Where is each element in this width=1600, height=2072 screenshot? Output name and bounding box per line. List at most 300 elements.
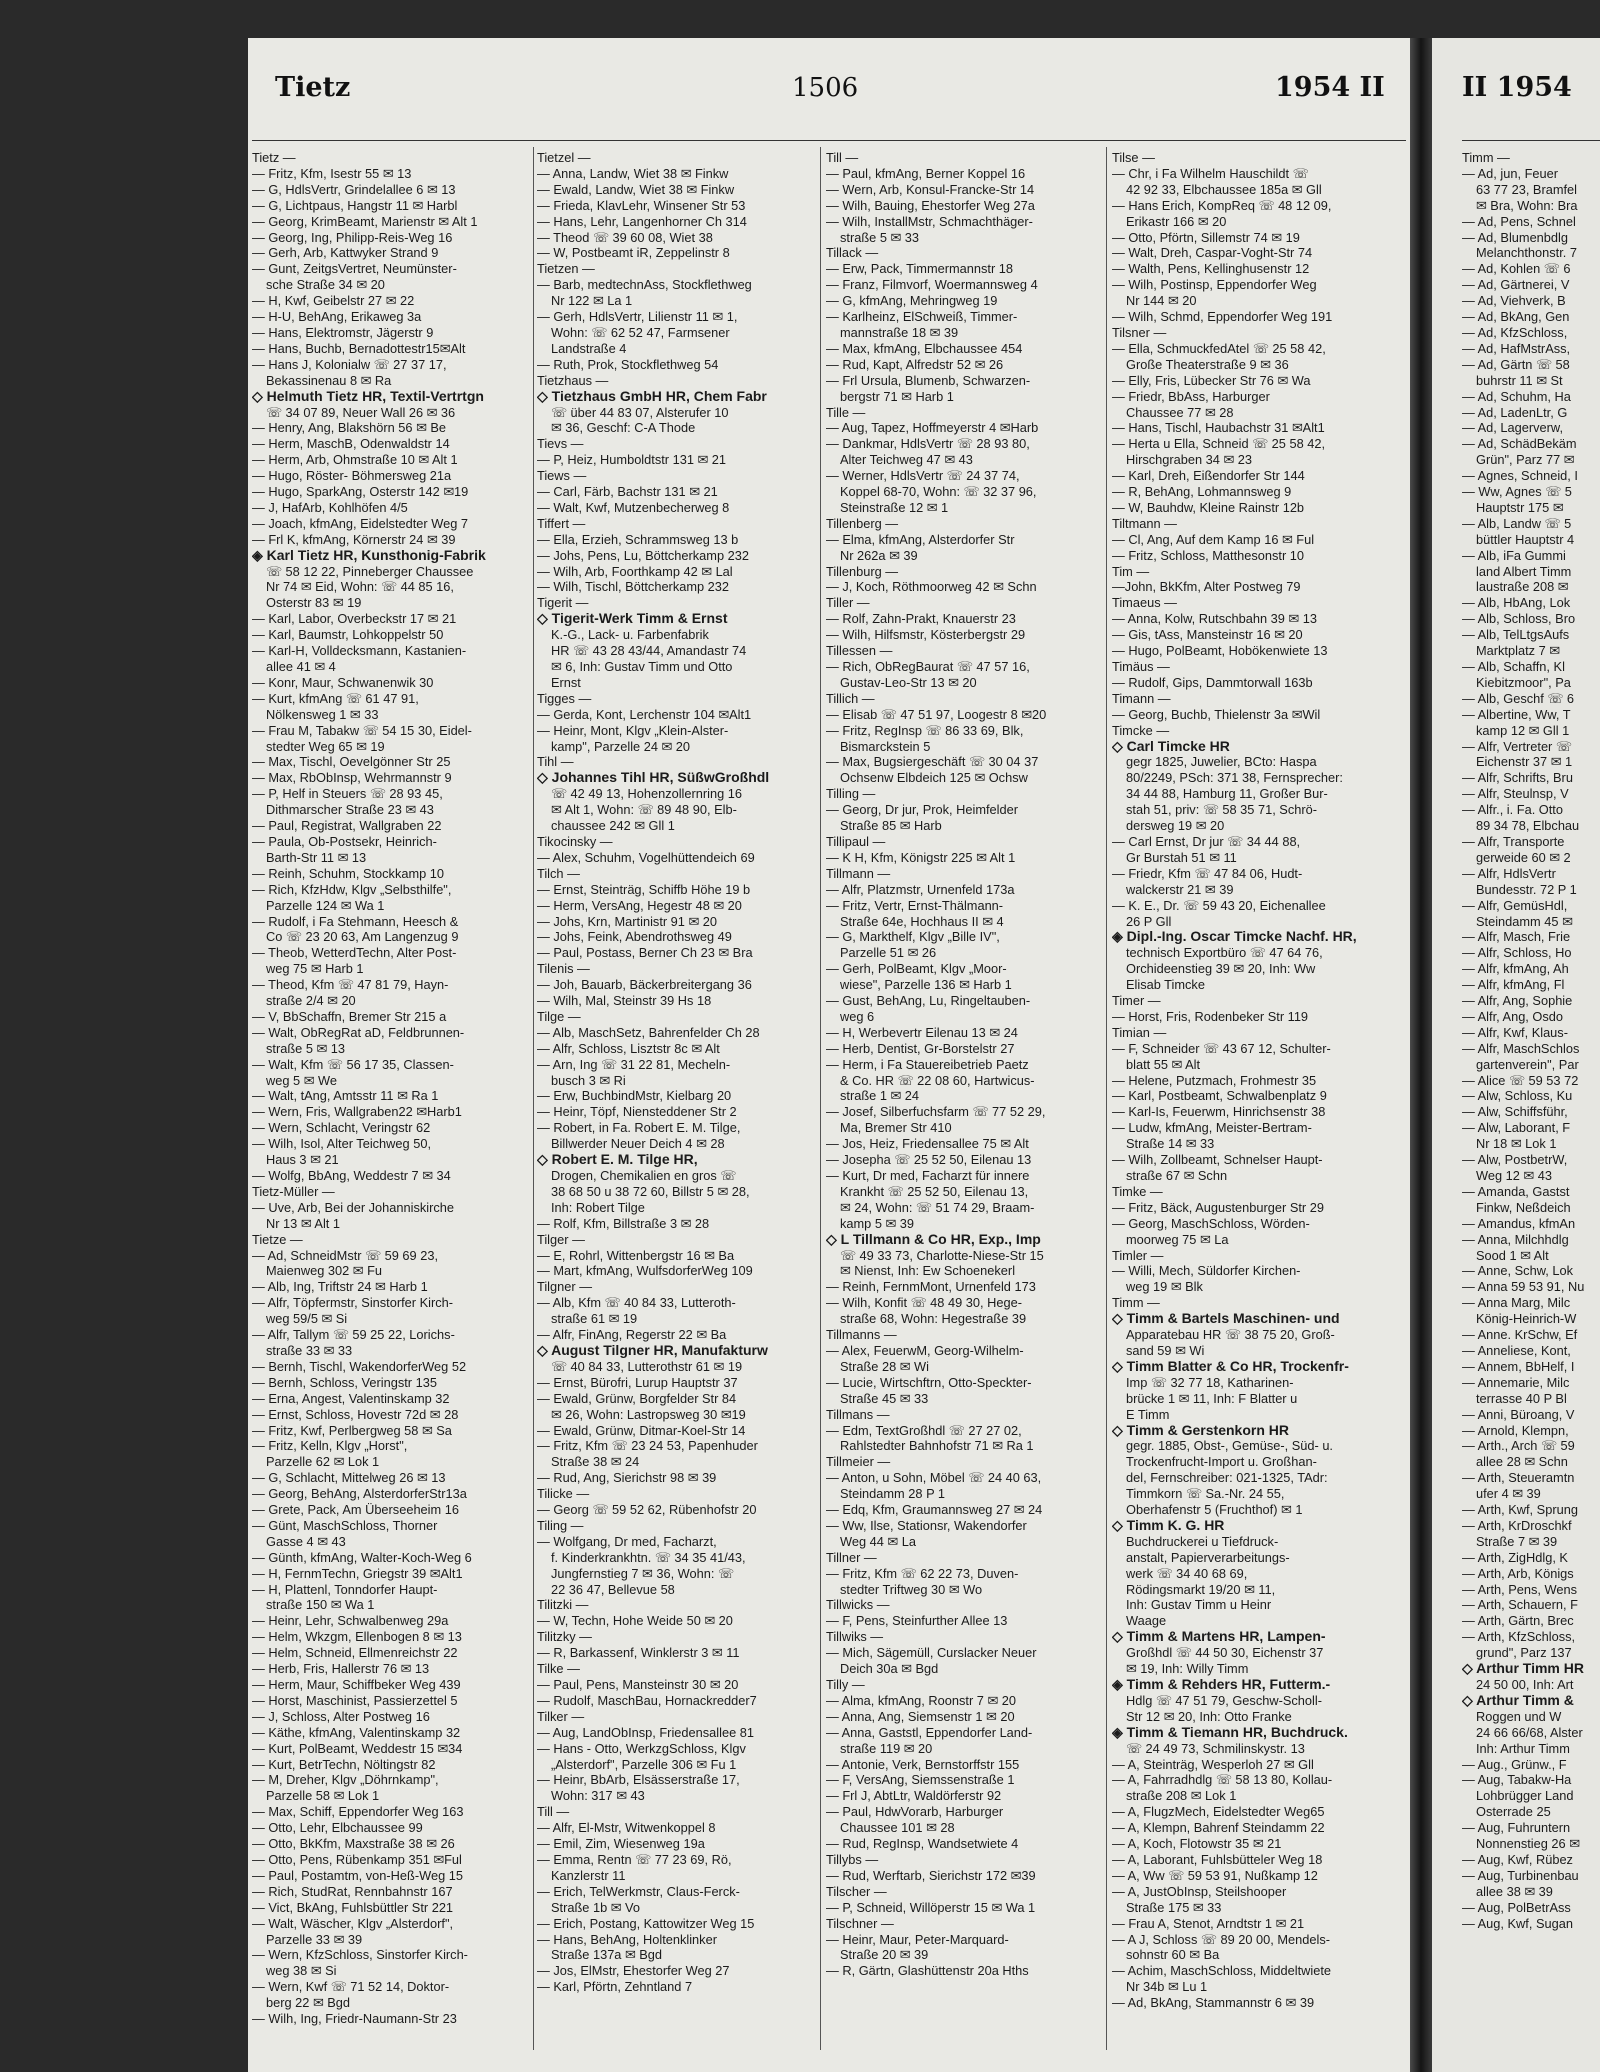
directory-entry-line: — W, Bauhdw, Kleine Rainstr 12b [1112,499,1305,515]
directory-entry-line: — A, Fahrradhdlg ☏ 58 13 80, Kollau- [1112,1772,1333,1788]
directory-entry-line: Kanzlerstr 11 [551,1867,626,1883]
directory-entry-line: ◇ Arthur Timm & [1462,1692,1574,1708]
directory-entry-line: — Wilh, Hilfsmstr, Kösterbergstr 29 [826,627,1026,643]
directory-entry-line: „Alsterdorf", Parzelle 306 ✉ Fu 1 [551,1756,737,1772]
directory-entry-line: Tiller — [826,595,870,611]
directory-entry-line: — Erich, Postang, Kattowitzer Weg 15 [537,1915,755,1931]
directory-entry-line: Tillybs — [826,1851,879,1867]
directory-entry-line: weg 5 ✉ We [266,1072,337,1088]
directory-entry-line: Tillessen — [826,643,893,659]
directory-entry-line: — P, Heiz, Humboldtstr 131 ✉ 21 [537,452,727,468]
directory-entry-line: — Werner, HdlsVertr ☏ 24 37 74, [826,468,1020,484]
directory-entry-line: — Antonie, Verk, Bernstorffstr 155 [826,1756,1020,1772]
directory-entry-line: Barth-Str 11 ✉ 13 [266,849,367,865]
directory-entry-line: — Wilh, Konfit ☏ 48 49 30, Hege- [826,1295,1022,1311]
directory-entry-line: — Fritz, Kfm ☏ 23 24 53, Papenhuder [537,1438,758,1454]
directory-entry-line: — Herb, Fris, Hallerstr 76 ✉ 13 [252,1661,430,1677]
directory-entry-line: Tietze — [252,1231,303,1247]
directory-entry-line: — Walt, Dreh, Caspar-Voght-Str 74 [1112,245,1313,261]
directory-entry-line: Straße 14 ✉ 33 [1126,1136,1215,1152]
directory-entry-line: Steinstraße 12 ✉ 1 [840,499,949,515]
directory-entry-line: — Agnes, Schneid, I [1462,468,1578,484]
column-divider [820,147,821,2050]
directory-entry-line: Billwerder Neuer Deich 4 ✉ 28 [551,1136,725,1152]
directory-entry-line: — Herb, Dentist, Gr-Borstelstr 27 [826,1040,1015,1056]
directory-entry-line: straße 67 ✉ Schn [1126,1168,1228,1183]
directory-entry-line: weg 75 ✉ Harb 1 [266,961,364,977]
next-page-running-head: II 1954 [1462,72,1572,103]
directory-entry-line: Marktplatz 7 ✉ [1476,643,1560,659]
directory-entry-line: — Alfr, GemüsHdl, [1462,897,1568,913]
directory-entry-line: Nr 74 ✉ Eid, Wohn: ☏ 44 85 16, [266,579,454,595]
directory-entry-line: — Alfr, Ang, Sophie [1462,993,1573,1009]
directory-entry-line: — Georg, Ing, Philipp-Reis-Weg 16 [252,229,453,245]
directory-entry-line: ✉ 26, Wohn: Lastropsweg 30 ✉19 [551,1406,746,1422]
directory-entry-line: Tillipaul — [826,833,886,849]
directory-entry-line: — R, Barkassenf, Winklerstr 3 ✉ 11 [537,1645,740,1661]
directory-entry-line: — G, Markthelf, Klgv „Bille IV", [826,929,1000,945]
directory-entry-line: straße 5 ✉ 13 [266,1040,346,1056]
directory-entry-line: Tillack — [826,245,879,261]
directory-entry-line: — Hans, Buchb, Bernadottestr15✉Alt [252,340,466,356]
directory-entry-line: — G, Lichtpaus, Hangstr 11 ✉ Harbl [252,197,458,213]
directory-entry-line: — Arth, Pens, Wens [1462,1581,1577,1597]
directory-entry-line: & Co. HR ☏ 22 08 60, Hartwicus- [840,1072,1035,1088]
directory-entry-line: — Elisab ☏ 47 51 97, Loogestr 8 ✉20 [826,706,1047,722]
directory-entry-line: — Aug, PolBetrAss [1462,1899,1571,1915]
directory-entry-line: — Karl, Postbeamt, Schwalbenplatz 9 [1112,1088,1327,1104]
directory-entry-line: Tietzel — [537,150,591,165]
entries-column-2 [537,150,809,2050]
directory-entry-line: weg 19 ✉ Blk [1126,1279,1203,1295]
directory-entry-line: Timm — [1112,1295,1160,1311]
directory-entry-line: — Ad, BkAng, Stammannstr 6 ✉ 39 [1112,1995,1315,2011]
directory-entry-line: Inh: Arthur Timm [1476,1740,1570,1756]
directory-entry-line: — Anna, Kolw, Rutschbahn 39 ✉ 13 [1112,611,1317,627]
directory-entry-line: — Alfr., i. Fa. Otto [1462,802,1563,818]
directory-entry-line: — Aug., Grünw., F [1462,1756,1567,1772]
directory-entry-line: Timke — [1112,1183,1163,1199]
directory-entry-line: — H, Kwf, Geibelstr 27 ✉ 22 [252,293,415,309]
directory-entry-line: gegr 1825, Juwelier, BCto: Haspa [1126,754,1317,770]
directory-entry-line: Rödingsmarkt 19/20 ✉ 11, [1126,1581,1276,1597]
directory-entry-line: — Barb, medtechnAss, Stockflethweg [537,277,752,293]
directory-entry-line: ◇ Timm Blatter & Co HR, Trockenfr- [1112,1358,1349,1374]
directory-entry-line: — Aug, Fuhruntern [1462,1820,1571,1836]
directory-entry-line: Inh: Robert Tilge [551,1199,645,1215]
directory-entry-line: — Theob, WetterdTechn, Alter Post- [252,945,457,961]
directory-entry-line: — Alfr, MaschSchlos [1462,1040,1580,1056]
directory-entry-line: ◈ Dipl.-Ing. Oscar Timcke Nachf. HR, [1112,929,1357,945]
directory-entry-line: Nr 34b ✉ Lu 1 [1126,1979,1208,1995]
directory-entry-line: straße 2/4 ✉ 20 [266,993,356,1009]
directory-entry-line: — Friedr, BbAss, Harburger [1112,388,1270,404]
directory-entry-line: — Frau M, Tabakw ☏ 54 15 30, Eidel- [252,722,472,738]
directory-entry-line: — Arth, Schauern, F [1462,1597,1578,1613]
directory-entry-line: — Reinh, FernmMont, Urnenfeld 173 [826,1279,1036,1295]
entries-column-4 [1112,150,1408,2050]
directory-entry-line: — Alb, Ing, Triftstr 24 ✉ Harb 1 [252,1279,428,1295]
directory-entry-line: — Anton, u Sohn, Möbel ☏ 24 40 63, [826,1470,1042,1486]
directory-entry-line: ☏ 42 49 13, Hohenzollernring 16 [551,786,743,802]
directory-entry-line: Straße 175 ✉ 33 [1126,1899,1222,1915]
directory-entry-line: — Rolf, Kfm, Billstraße 3 ✉ 28 [537,1215,710,1231]
directory-entry-line: — J, HafArb, Kohlhöfen 4/5 [252,499,408,515]
directory-entry-line: Straße 20 ✉ 39 [840,1947,929,1963]
directory-entry-line: stah 51, priv: ☏ 58 35 71, Schrö- [1126,802,1317,818]
directory-entry-line: — Heinr, BbArb, Elsässerstraße 17, [537,1772,740,1788]
directory-entry-line: — Alw, PostbetrW, [1462,1152,1568,1168]
directory-entry-line: — Ad, SchädBekäm [1462,436,1577,452]
directory-entry-line: — Rich, ObRegBaurat ☏ 47 57 16, [826,659,1030,674]
directory-entry-line: Tilsner — [1112,324,1167,340]
directory-entry-line: sohnstr 60 ✉ Ba [1126,1947,1220,1963]
directory-entry-line: — Wilh, Postinsp, Eppendorfer Weg [1112,277,1317,293]
directory-entry-line: terrasse 40 P Bl [1476,1390,1567,1406]
directory-entry-line: büttler Hauptstr 4 [1476,531,1575,547]
directory-entry-line: 22 36 47, Bellevue 58 [551,1581,675,1597]
directory-entry-line: Imp ☏ 32 77 18, Katharinen- [1126,1374,1294,1390]
directory-entry-line: — Ad, LadenLtr, G [1462,404,1568,420]
directory-entry-line: — Amanda, Gastst [1462,1183,1570,1199]
directory-entry-line: — Arth, Arb, Königs [1462,1565,1574,1581]
directory-entry-line: — Karl-H, Volldecksmann, Kastanien- [252,643,467,659]
directory-entry-line: grund", Parz 137 [1476,1645,1572,1661]
directory-entry-line: Inh: Gustav Timm u Heinr [1126,1597,1272,1613]
directory-entry-line: ◈ Karl Tietz HR, Kunsthonig-Fabrik [252,547,486,563]
directory-entry-line: — Anni, Büroang, V [1462,1406,1575,1422]
directory-entry-line: Deich 30a ✉ Bgd [840,1661,939,1677]
directory-entry-line: — Alfr, Töpfermstr, Sinstorfer Kirch- [252,1295,454,1311]
directory-entry-line: — Rud, Ang, Sierichstr 98 ✉ 39 [537,1470,717,1486]
directory-entry-line: — H, Plattenl, Tonndorfer Haupt- [252,1581,438,1597]
directory-entry-line: — Gunt, ZeitgsVertret, Neumünster- [252,261,457,277]
directory-entry-line: — Ww, Ilse, Stationsr, Wakendorfer [826,1517,1027,1533]
directory-entry-line: — P, Helf in Steuers ☏ 28 93 45, [252,786,443,802]
directory-entry-line: — Walth, Pens, Kellinghusenstr 12 [1112,261,1310,277]
directory-entry-line: straße 33 ✉ 33 [266,1342,353,1358]
directory-entry-line: — Johs, Krn, Martinistr 91 ✉ 20 [537,913,717,929]
directory-entry-line: chaussee 242 ✉ Gll 1 [551,818,675,834]
directory-entry-line: — Alfr, Masch, Frie [1462,929,1571,945]
directory-entry-line: — Albertine, Ww, T [1462,706,1571,722]
directory-entry-line: — Gerh, PolBeamt, Klgv „Moor- [826,961,1007,977]
directory-entry-line: — Frl K, kfmAng, Körnerstr 24 ✉ 39 [252,531,456,547]
directory-entry-line: — R, BehAng, Lohmannsweg 9 [1112,484,1292,500]
directory-entry-line: — Wern, Arb, Konsul-Francke-Str 14 [826,181,1035,197]
directory-entry-line: — Georg, Buchb, Thielenstr 3a ✉Wil [1112,706,1321,722]
directory-entry-line: Parzelle 33 ✉ 39 [266,1931,363,1947]
directory-entry-line: — Wilh, Isol, Alter Teichweg 50, [252,1136,431,1152]
directory-entry-line: K.-G., Lack- u. Farbenfabrik [551,627,709,643]
directory-entry-line: — Alb, Schaffn, Kl [1462,659,1565,674]
directory-entry-line: — Hans J, Kolonialw ☏ 27 37 17, [252,356,447,372]
directory-entry-line: — Joach, kfmAng, Eidelstedter Weg 7 [252,515,468,531]
directory-entry-line: Bismarckstein 5 [840,738,931,754]
directory-entry-line: — Georg, KrimBeamt, Marienstr ✉ Alt 1 [252,213,478,229]
directory-entry-line: ✉ 6, Inh: Gustav Timm und Otto [551,659,733,674]
directory-entry-line: Timmkorn ☏ Sa.-Nr. 24 55, [1126,1486,1285,1502]
directory-entry-line: weg 38 ✉ Si [266,1963,337,1979]
directory-entry-line: — Alfr, Tallym ☏ 59 25 22, Lorichs- [252,1327,455,1343]
directory-entry-line: — Paula, Ob-Postsekr, Heinrich- [252,833,437,849]
directory-entry-line: — Heinr, Lehr, Schwalbenweg 29a [252,1613,449,1629]
directory-entry-line: — Willi, Mech, Süldorfer Kirchen- [1112,1263,1301,1279]
directory-entry-line: Tievs — [537,436,584,452]
directory-entry-line: ✉ 36, Geschf: C-A Thode [551,420,696,436]
directory-entry-line: — Herm, Maur, Schiffbeker Weg 439 [252,1677,461,1692]
directory-entry-line: — Paul, Postass, Berner Ch 23 ✉ Bra [537,945,753,961]
directory-entry-line: ◇ Timm & Bartels Maschinen- und [1112,1311,1340,1327]
directory-entry-line: — G, HdlsVertr, Grindelallee 6 ✉ 13 [252,181,456,197]
directory-entry-line: Tiltmann — [1112,515,1177,531]
directory-entry-line: ◇ Timm & Martens HR, Lampen- [1112,1629,1326,1645]
directory-entry-line: — Erich, TelWerkmstr, Claus-Ferck- [537,1883,740,1899]
directory-entry-line: Straße 85 ✉ Harb [840,818,942,834]
directory-entry-line: — Alfr, kfmAng, Fl [1462,977,1565,993]
directory-entry-line: land Albert Timm [1476,563,1572,579]
directory-entry-line: — H-U, BehAng, Erikaweg 3a [252,309,422,325]
directory-entry-line: gegr. 1885, Obst-, Gemüse-, Süd- u. [1126,1438,1333,1454]
directory-entry-line: — Fritz, Kelln, Klgv „Horst", [252,1438,408,1454]
directory-entry-line: — Ewald, Grünw, Borgfelder Str 84 [537,1390,737,1406]
directory-entry-line: — Anneliese, Kont, [1462,1342,1571,1358]
directory-entry-line: Tietzhaus — [537,372,609,388]
directory-entry-line: — Mart, kfmAng, WulfsdorferWeg 109 [537,1263,753,1279]
directory-entry-line: Chaussee 77 ✉ 28 [1126,404,1234,420]
directory-entry-line: 42 92 33, Elbchaussee 185a ✉ Gll [1126,181,1322,197]
directory-entry-line: Osterrade 25 [1476,1804,1551,1820]
directory-entry-line: 24 66 66/68, Alster [1476,1724,1583,1740]
directory-entry-line: — Fritz, Vertr, Ernst-Thälmann- [826,897,1004,913]
directory-entry-line: allee 41 ✉ 4 [266,659,336,674]
next-page-column [1462,150,1600,2050]
directory-entry-line: ◇ August Tilgner HR, Manufakturw [537,1342,768,1358]
directory-entry-line: Ochsenw Elbdeich 125 ✉ Ochsw [840,770,1028,786]
directory-entry-line: — Alb, Kfm ☏ 40 84 33, Lutteroth- [537,1295,736,1311]
directory-entry-line: Parzelle 124 ✉ Wa 1 [266,897,385,913]
directory-entry-line: — Alfr, Steulnsp, V [1462,786,1569,802]
directory-entry-line: — Robert, in Fa. Robert E. M. Tilge, [537,1120,741,1136]
directory-entry-line: — Gerda, Kont, Lerchenstr 104 ✉Alt1 [537,706,752,722]
directory-entry-line: — Heinr, Mont, Klgv „Klein-Alster- [537,722,729,738]
directory-entry-line: — Carl Ernst, Dr jur ☏ 34 44 88, [1112,833,1301,849]
directory-entry-line: Hdlg ☏ 47 51 79, Geschw-Scholl- [1126,1692,1322,1708]
directory-entry-line: — Hugo, PolBeamt, Hobökenwiete 13 [1112,643,1328,659]
directory-entry-line: ✉ Bra, Wohn: Bra [1476,197,1578,213]
directory-entry-line: — Josef, Silberfuchsfarm ☏ 77 52 29, [826,1104,1046,1120]
directory-entry-line: — Achim, MaschSchloss, Middeltwiete [1112,1963,1332,1979]
directory-entry-line: — Otto, Lehr, Elbchaussee 99 [252,1820,423,1836]
directory-entry-line: Oberhafenstr 5 (Fruchthof) ✉ 1 [1126,1502,1303,1518]
directory-entry-line: ◇ Robert E. M. Tilge HR, [537,1152,698,1168]
directory-entry-line: Bundesstr. 72 P 1 [1476,881,1577,897]
directory-entry-line: — Fritz, Kfm, Isestr 55 ✉ 13 [252,165,412,181]
directory-entry-line: — Theod ☏ 39 60 08, Wiet 38 [537,229,713,245]
directory-entry-line: stedter Weg 65 ✉ 19 [266,738,385,754]
directory-entry-line: — Frau A, Stenot, Arndtstr 1 ✉ 21 [1112,1915,1305,1931]
directory-entry-line: — Alw, Schiffsführ, [1462,1104,1568,1120]
directory-entry-line: — Wern, Kwf ☏ 71 52 14, Doktor- [252,1979,450,1995]
directory-entry-line: — A, Klempn, Bahrenf Steindamm 22 [1112,1820,1325,1836]
directory-entry-line: Osterstr 83 ✉ 19 [266,595,362,611]
directory-entry-line: — A, Ww ☏ 59 53 91, Nußkamp 12 [1112,1867,1318,1883]
directory-entry-line: brücke 1 ✉ 11, Inh: F Blatter u [1126,1390,1298,1406]
directory-entry-line: — Wilh, Ing, Friedr-Naumann-Str 23 [252,2011,457,2027]
directory-entry-line: — Alb, Schloss, Bro [1462,611,1576,627]
directory-entry-line: — V, BbSchaffn, Bremer Str 215 a [252,1008,447,1024]
directory-entry-line: — Chr, i Fa Wilhelm Hauschildt ☏ [1112,165,1309,181]
directory-entry-line: Gr Burstah 51 ✉ 11 [1126,849,1237,865]
directory-entry-line: — G, Schlacht, Mittelweg 26 ✉ 13 [252,1470,446,1486]
directory-entry-line: — Horst, Maschinist, Passierzettel 5 [252,1692,458,1708]
directory-entry-line: — Anna 59 53 91, Nu [1462,1279,1585,1295]
directory-entry-line: — Herm, i Fa Stauereibetrieb Paetz [826,1056,1029,1072]
directory-entry-line: — Franz, Filmvorf, Woermannsweg 4 [826,277,1038,293]
directory-entry-line: — Fritz, Bäck, Augustenburger Str 29 [1112,1199,1324,1215]
directory-entry-line: — Alfr, Schloss, Ho [1462,945,1572,961]
directory-entry-line: — Cl, Ang, Auf dem Kamp 16 ✉ Ful [1112,531,1315,547]
directory-entry-line: HR ☏ 43 28 43/44, Amandastr 74 [551,643,747,659]
directory-entry-line: weg 6 [840,1008,875,1024]
directory-entry-line: Gasse 4 ✉ 43 [266,1533,346,1549]
directory-entry-line: — Hugo, SparkAng, Osterstr 142 ✉19 [252,484,469,500]
directory-entry-line: kamp 12 ✉ Gll 1 [1476,722,1570,738]
header-rule [252,140,1406,141]
directory-entry-line: Tilly — [826,1677,865,1692]
directory-entry-line: — Otto, Pförtn, Sillemstr 74 ✉ 19 [1112,229,1300,245]
directory-entry-line: — Gerh, Arb, Kattwyker Strand 9 [252,245,439,261]
directory-entry-line: — Erw, BuchbindMstr, Kielbarg 20 [537,1088,732,1104]
directory-entry-line: — Ad, Kohlen ☏ 6 [1462,261,1571,277]
directory-entry-line: — Georg, BehAng, AlsterdorferStr13a [252,1486,467,1502]
directory-entry-line: Str 12 ✉ 20, Inh: Otto Franke [1126,1708,1292,1724]
directory-entry-line: laustraße 208 ✉ [1476,579,1569,595]
directory-entry-line: — Max, Tischl, Oevelgönner Str 25 [252,754,451,770]
directory-entry-line: — Hans, Tischl, Haubachstr 31 ✉Alt1 [1112,420,1325,436]
directory-entry-line: — A, Steinträg, Wesperloh 27 ✉ Gll [1112,1756,1314,1772]
directory-entry-line: sand 59 ✉ Wi [1126,1342,1205,1358]
directory-entry-line: Tillenburg — [826,563,899,579]
directory-entry-line: bergstr 71 ✉ Harb 1 [840,388,954,404]
directory-entry-line: — Edm, TextGroßhdl ☏ 27 27 02, [826,1422,1022,1438]
directory-entry-line: — Alfr, HdlsVertr [1462,865,1556,881]
directory-entry-line: ◇ L Tillmann & Co HR, Exp., Imp [826,1231,1041,1247]
directory-entry-line: — Otto, BkKfm, Maxstraße 38 ✉ 26 [252,1836,455,1852]
directory-entry-line: — Herta u Ella, Schneid ☏ 25 58 42, [1112,436,1326,452]
directory-entry-line: straße 119 ✉ 20 [840,1740,933,1756]
directory-entry-line: Tilschner — [826,1915,894,1931]
directory-entry-line: — Ewald, Landw, Wiet 38 ✉ Finkw [537,181,735,197]
directory-entry-line: — Grete, Pack, Am Überseeheim 16 [252,1502,459,1518]
directory-entry-line: — Ernst, Steinträg, Schiffb Höhe 19 b [537,881,751,897]
directory-entry-line: Co ☏ 23 20 63, Am Langenzug 9 [266,929,459,945]
directory-entry-line: — Karl, Labor, Overbeckstr 17 ✉ 21 [252,611,457,627]
directory-entry-line: — Joh, Bauarb, Bäckerbreitergang 36 [537,977,752,993]
directory-entry-line: — Alfr, Platzmstr, Urnenfeld 173a [826,881,1015,897]
directory-entry-line: Timaeus — [1112,595,1177,611]
directory-entry-line: gartenverein", Par [1476,1056,1579,1072]
directory-entry-line: — Karl, Dreh, Eißendorfer Str 144 [1112,468,1305,484]
directory-entry-line: — Carl, Färb, Bachstr 131 ✉ 21 [537,484,718,500]
directory-entry-line: Straße 64e, Hochhaus II ✉ 4 [840,913,1004,929]
directory-entry-line: — Fritz, Kfm ☏ 62 22 73, Duven- [826,1565,1019,1581]
directory-entry-line: Sood 1 ✉ Alt [1476,1247,1549,1263]
directory-entry-line: — Ella, SchmuckfedAtel ☏ 25 58 42, [1112,340,1326,356]
directory-entry-line: kamp 5 ✉ 39 [840,1215,915,1231]
directory-entry-line: Tillner — [826,1549,877,1565]
directory-entry-line: — Arnold, Klempn, [1462,1422,1569,1438]
directory-entry-line: Trockenfrucht-Import u. Großhan- [1126,1454,1317,1470]
directory-entry-line: — Walt, tAng, Amtsstr 11 ✉ Ra 1 [252,1088,439,1104]
directory-entry-line: Tillmann — [826,865,891,881]
directory-entry-line: 63 77 23, Bramfel [1476,181,1578,197]
directory-entry-line: ◇ Carl Timcke HR [1112,738,1230,754]
directory-entry-line: Nr 144 ✉ 20 [1126,293,1197,309]
directory-entry-line: ◇ Arthur Timm HR [1462,1661,1584,1677]
directory-entry-line: — Anna, Ang, Siemsenstr 1 ✉ 20 [826,1708,1015,1724]
directory-entry-line: — Erna, Angest, Valentinskamp 32 [252,1390,450,1406]
directory-entry-line: — Alex, FeuerwM, Georg-Wilhelm- [826,1342,1024,1358]
directory-entry-line: — Georg ☏ 59 52 62, Rübenhofstr 20 [537,1502,757,1518]
directory-entry-line: Tilker — [537,1708,585,1724]
directory-entry-line: — Aug, Tapez, Hoffmeyerstr 4 ✉Harb [826,420,1039,436]
directory-entry-line: — Paul, kfmAng, Berner Koppel 16 [826,165,1026,181]
directory-entry-line: — H, FernmTechn, Griegstr 39 ✉Alt1 [252,1565,463,1581]
directory-entry-line: busch 3 ✉ Ri [551,1072,626,1088]
directory-entry-line: Tiffert — [537,515,586,531]
directory-entry-line: Straße 38 ✉ 24 [551,1454,640,1470]
directory-entry-line: — Ad, Pens, Schnel [1462,213,1576,229]
directory-entry-line: Hauptstr 175 ✉ [1476,499,1564,515]
directory-entry-line: — J, Koch, Röthmoorweg 42 ✉ Schn [826,579,1037,595]
directory-entry-line: — Johs, Pens, Lu, Böttcherkamp 232 [537,547,749,563]
directory-entry-line: Roggen und W [1476,1708,1562,1724]
directory-entry-line: 89 34 78, Elbchau [1476,818,1580,834]
directory-entry-line: — Heinr, Töpf, Niensteddener Str 2 [537,1104,737,1120]
directory-entry-line: Bekassinenau 8 ✉ Ra [266,372,392,388]
directory-entry-line: Weg 12 ✉ 43 [1476,1168,1552,1183]
directory-entry-line: moorweg 75 ✉ La [1126,1231,1229,1247]
directory-entry-line: — F, Pens, Steinfurther Allee 13 [826,1613,1008,1629]
directory-entry-line: Tilscher — [826,1883,887,1899]
directory-entry-line: Tilgner — [537,1279,592,1295]
directory-entry-line: — Konr, Maur, Schwanenwik 30 [252,674,434,690]
directory-entry-line: Tim — [1112,563,1150,579]
directory-entry-line: — Wilh, Bauing, Ehestorfer Weg 27a [826,197,1035,213]
directory-entry-line: — Alfr, Kwf, Klaus- [1462,1024,1568,1040]
directory-entry-line: — Elly, Fris, Lübecker Str 76 ✉ Wa [1112,372,1311,388]
directory-entry-line: Straße 1b ✉ Vo [551,1899,640,1915]
directory-entry-line: — Max, kfmAng, Elbchaussee 454 [826,340,1023,356]
directory-entry-line: — Alfr, Schloss, Lisztstr 8c ✉ Alt [537,1040,720,1056]
directory-entry-line: — Edq, Kfm, Graumannsweg 27 ✉ 24 [826,1502,1043,1518]
directory-entry-line: — Karlheinz, ElSchweiß, Timmer- [826,309,1018,325]
directory-entry-line: — Ad, Gärtn ☏ 58 [1462,356,1570,372]
directory-entry-line: Tille — [826,404,866,420]
directory-entry-line: ✉ 24, Wohn: ☏ 51 74 29, Braam- [840,1199,1035,1215]
directory-entry-line: — Ernst, Bürofri, Lurup Hauptstr 37 [537,1374,738,1390]
directory-entry-line: — Rudolf, MaschBau, Hornackredder7 [537,1692,757,1708]
directory-entry-line: Tietz-Müller — [252,1183,335,1199]
directory-entry-line: — Max, Bugsiergeschäft ☏ 30 04 37 [826,754,1039,770]
directory-entry-line: — Alfr, El-Mstr, Witwenkoppel 8 [537,1820,716,1836]
page-number: 1506 [792,73,859,103]
directory-entry-line: — Georg, MaschSchloss, Wörden- [1112,1215,1310,1231]
directory-entry-line: Waage [1126,1613,1167,1629]
directory-entry-line: — Rud, RegInsp, Wandsetwiete 4 [826,1836,1019,1852]
directory-entry-line: — Johs, Feink, Abendrothsweg 49 [537,929,732,945]
